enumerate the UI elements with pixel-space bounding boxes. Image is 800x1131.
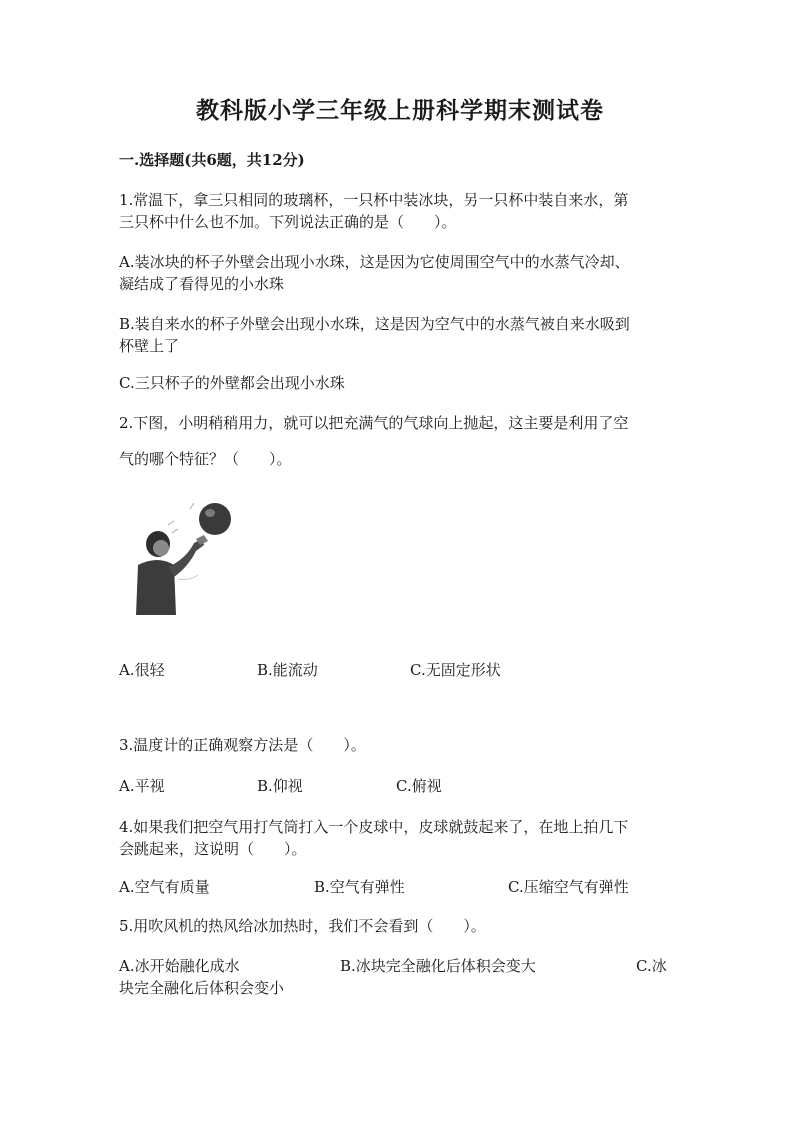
q1-option-b-line1: B.装自来水的杯子外壁会出现小水珠，这是因为空气中的水蒸气被自来水吸到 xyxy=(119,315,630,333)
page-title: 教科版小学三年级上册科学期末测试卷 xyxy=(196,97,604,124)
q4-option-c: C.压缩空气有弹性 xyxy=(508,878,629,896)
q2-option-a: A.很轻 xyxy=(119,661,165,679)
q1-option-c: C.三只杯子的外壁都会出现小水珠 xyxy=(119,374,345,392)
q5-stem: 5.用吹风机的热风给冰加热时，我们不会看到（ ）。 xyxy=(119,917,486,935)
q5-option-c-line1: C.冰 xyxy=(636,957,667,975)
q4-stem-line2: 会跳起来，这说明（ ）。 xyxy=(119,840,307,858)
q4-stem-line1: 4.如果我们把空气用打气筒打入一个皮球中，皮球就鼓起来了，在地上拍几下 xyxy=(119,818,629,836)
section-heading: 一.选择题(共6题，共12分) xyxy=(119,151,305,169)
q3-option-b: B.仰视 xyxy=(257,777,303,795)
q1-option-a-line1: A.装冰块的杯子外壁会出现小水珠，这是因为它使周围空气中的水蒸气冷却、 xyxy=(119,253,630,271)
q2-option-b: B.能流动 xyxy=(257,661,318,679)
q1-option-a-line2: 凝结成了看得见的小水珠 xyxy=(119,275,285,293)
q2-stem-line1: 2.下图，小明稍稍用力，就可以把充满气的气球向上抛起，这主要是利用了空 xyxy=(119,414,629,432)
q3-stem: 3.温度计的正确观察方法是（ ）。 xyxy=(119,736,366,754)
balloon-icon xyxy=(199,503,231,535)
boy-tossing-balloon-illustration xyxy=(130,495,250,620)
q1-stem-line1: 1.常温下，拿三只相同的玻璃杯，一只杯中装冰块，另一只杯中装自来水，第 xyxy=(119,191,629,209)
q2-option-c: C.无固定形状 xyxy=(410,661,501,679)
q5-option-a: A.冰开始融化成水 xyxy=(119,957,240,975)
q3-option-c: C.俯视 xyxy=(396,777,442,795)
q5-option-c-line2: 块完全融化后体积会变小 xyxy=(119,979,285,997)
q2-stem-line2: 气的哪个特征？（ ）。 xyxy=(119,450,292,468)
q5-option-b: B.冰块完全融化后体积会变大 xyxy=(340,957,536,975)
q3-option-a: A.平视 xyxy=(119,777,165,795)
q1-option-b-line2: 杯壁上了 xyxy=(119,337,180,355)
q1-stem-line2: 三只杯中什么也不加。下列说法正确的是（ ）。 xyxy=(119,213,457,231)
q4-option-b: B.空气有弹性 xyxy=(314,878,405,896)
q4-option-a: A.空气有质量 xyxy=(119,878,210,896)
